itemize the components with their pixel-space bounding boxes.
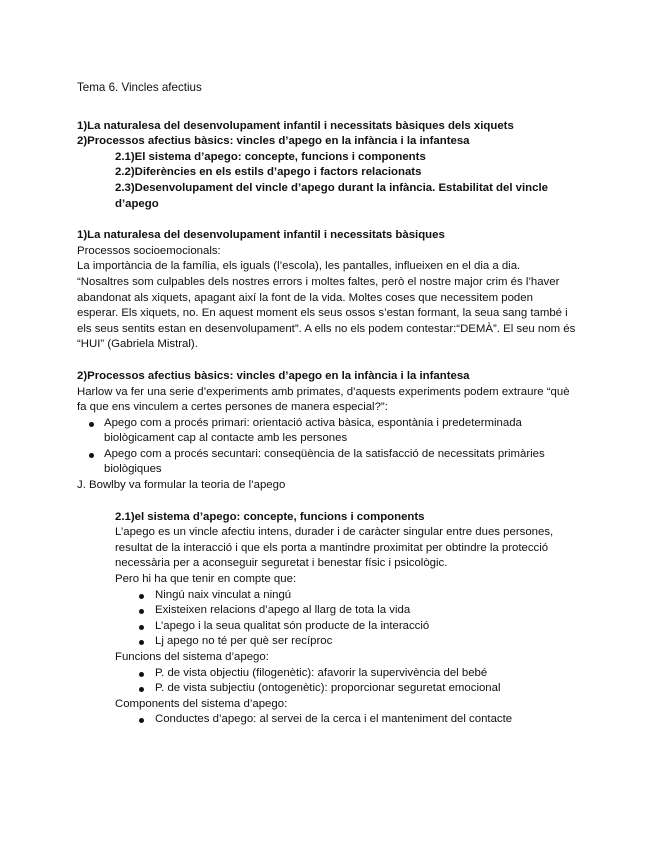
toc-item-2: 2)Processos afectius bàsics: vincles d’apego en la infància i la infantesa	[77, 135, 470, 148]
list-item: Lj apego no té per què ser recíproc	[115, 634, 577, 650]
list-item: Existeixen relacions d’apego al llarg de tota la vida	[115, 603, 577, 619]
list-item: P. de vista objectiu (filogenètic): afavorir la supervivència del bebé	[115, 666, 577, 682]
section-2-1	[77, 510, 577, 728]
section-2	[77, 369, 577, 494]
section-1-line-1: Processos socioemocionals:	[77, 244, 221, 257]
table-of-contents	[77, 119, 577, 213]
section-1	[77, 228, 577, 353]
section-2-intro: Harlow va fer una serie d’experiments amb primates, d’aquests experiments podem extraure “què fa que ens vinculem a certes persones de manera especial?”:	[77, 385, 570, 414]
toc-subitem-2-1: 2.1)El sistema d’apego: concepte, funcions i components	[115, 150, 426, 163]
components-label: Components del sistema d’apego:	[115, 697, 288, 710]
components-list	[115, 712, 577, 728]
section-2-bullet-list	[77, 416, 577, 478]
section-1-heading: 1)La naturalesa del desenvolupament infantil i necessitats bàsiques	[77, 229, 445, 242]
section-2-1-heading: 2.1)el sistema d’apego: concepte, funcions i components	[115, 510, 425, 523]
list-item: Apego com a procés primari: orientació activa bàsica, espontània i predeterminada biològicament cap al contacte amb les persones	[77, 416, 577, 447]
spacer	[77, 353, 577, 369]
section-1-line-2: La importància de la família, els iguals (l’escola), les pantalles, influeixen en el dia a dia.	[77, 260, 521, 273]
toc-item-1: 1)La naturalesa del desenvolupament infantil i necessitats bàsiques dels xiquets	[77, 119, 514, 132]
list-item: Apego com a procés secuntari: conseqüència de la satisfacció de necessitats primàries biològiques	[77, 447, 577, 478]
spacer	[77, 212, 577, 228]
list-item: Conductes d’apego: al servei de la cerca i el manteniment del contacte	[115, 712, 577, 728]
section-2-1-definition: L’apego es un vincle afectiu intens, durader i de caràcter singular entre dues persones, resultat de la interacció i que els porta a mantindre proximitat per obtindre la protecció necessària per a aconseguir seguretat i benestar físic i psicològic.	[115, 526, 554, 570]
toc-subitem-2-3: 2.3)Desenvolupament del vincle d’apego durant la infància. Estabilitat del vincle d’apego	[115, 181, 548, 210]
section-2-outro: J. Bowlby va formular la teoria de l’apego	[77, 479, 286, 492]
functions-list	[115, 666, 577, 697]
list-item: L’apego i la seua qualitat són producte de la interacció	[115, 619, 577, 635]
notes-list	[115, 588, 577, 650]
document-title: Tema 6. Vincles afectius	[77, 81, 202, 94]
spacer	[77, 494, 577, 510]
list-item: Ningú naix vinculat a ningú	[115, 588, 577, 604]
toc-subitem-2-2: 2.2)Diferències en els estils d’apego i factors relacionats	[115, 166, 422, 179]
notes-label: Pero hi ha que tenir en compte que:	[115, 573, 297, 586]
list-item: P. de vista subjectiu (ontogenètic): proporcionar seguretat emocional	[115, 681, 577, 697]
section-2-heading: 2)Processos afectius bàsics: vincles d’apego en la infància i la infantesa	[77, 369, 470, 382]
functions-label: Funcions del sistema d’apego:	[115, 651, 269, 663]
section-1-quote: “Nosaltres som culpables dels nostres errors i moltes faltes, però el nostre major crim és l’haver abandonat als xiquets, apagant així la font de la vida. Moltes coses que necessitem poden esperar. Els xiquets, no. En aquest moment els seus ossos s’estan formant, la seua sang també i els seus sentits estan en desenvolupament”. A ells no els podem contestar:“DEMÀ”. El seu nom és “HUI” (Gabriela Mistral).	[77, 275, 576, 351]
document-content	[77, 80, 577, 728]
